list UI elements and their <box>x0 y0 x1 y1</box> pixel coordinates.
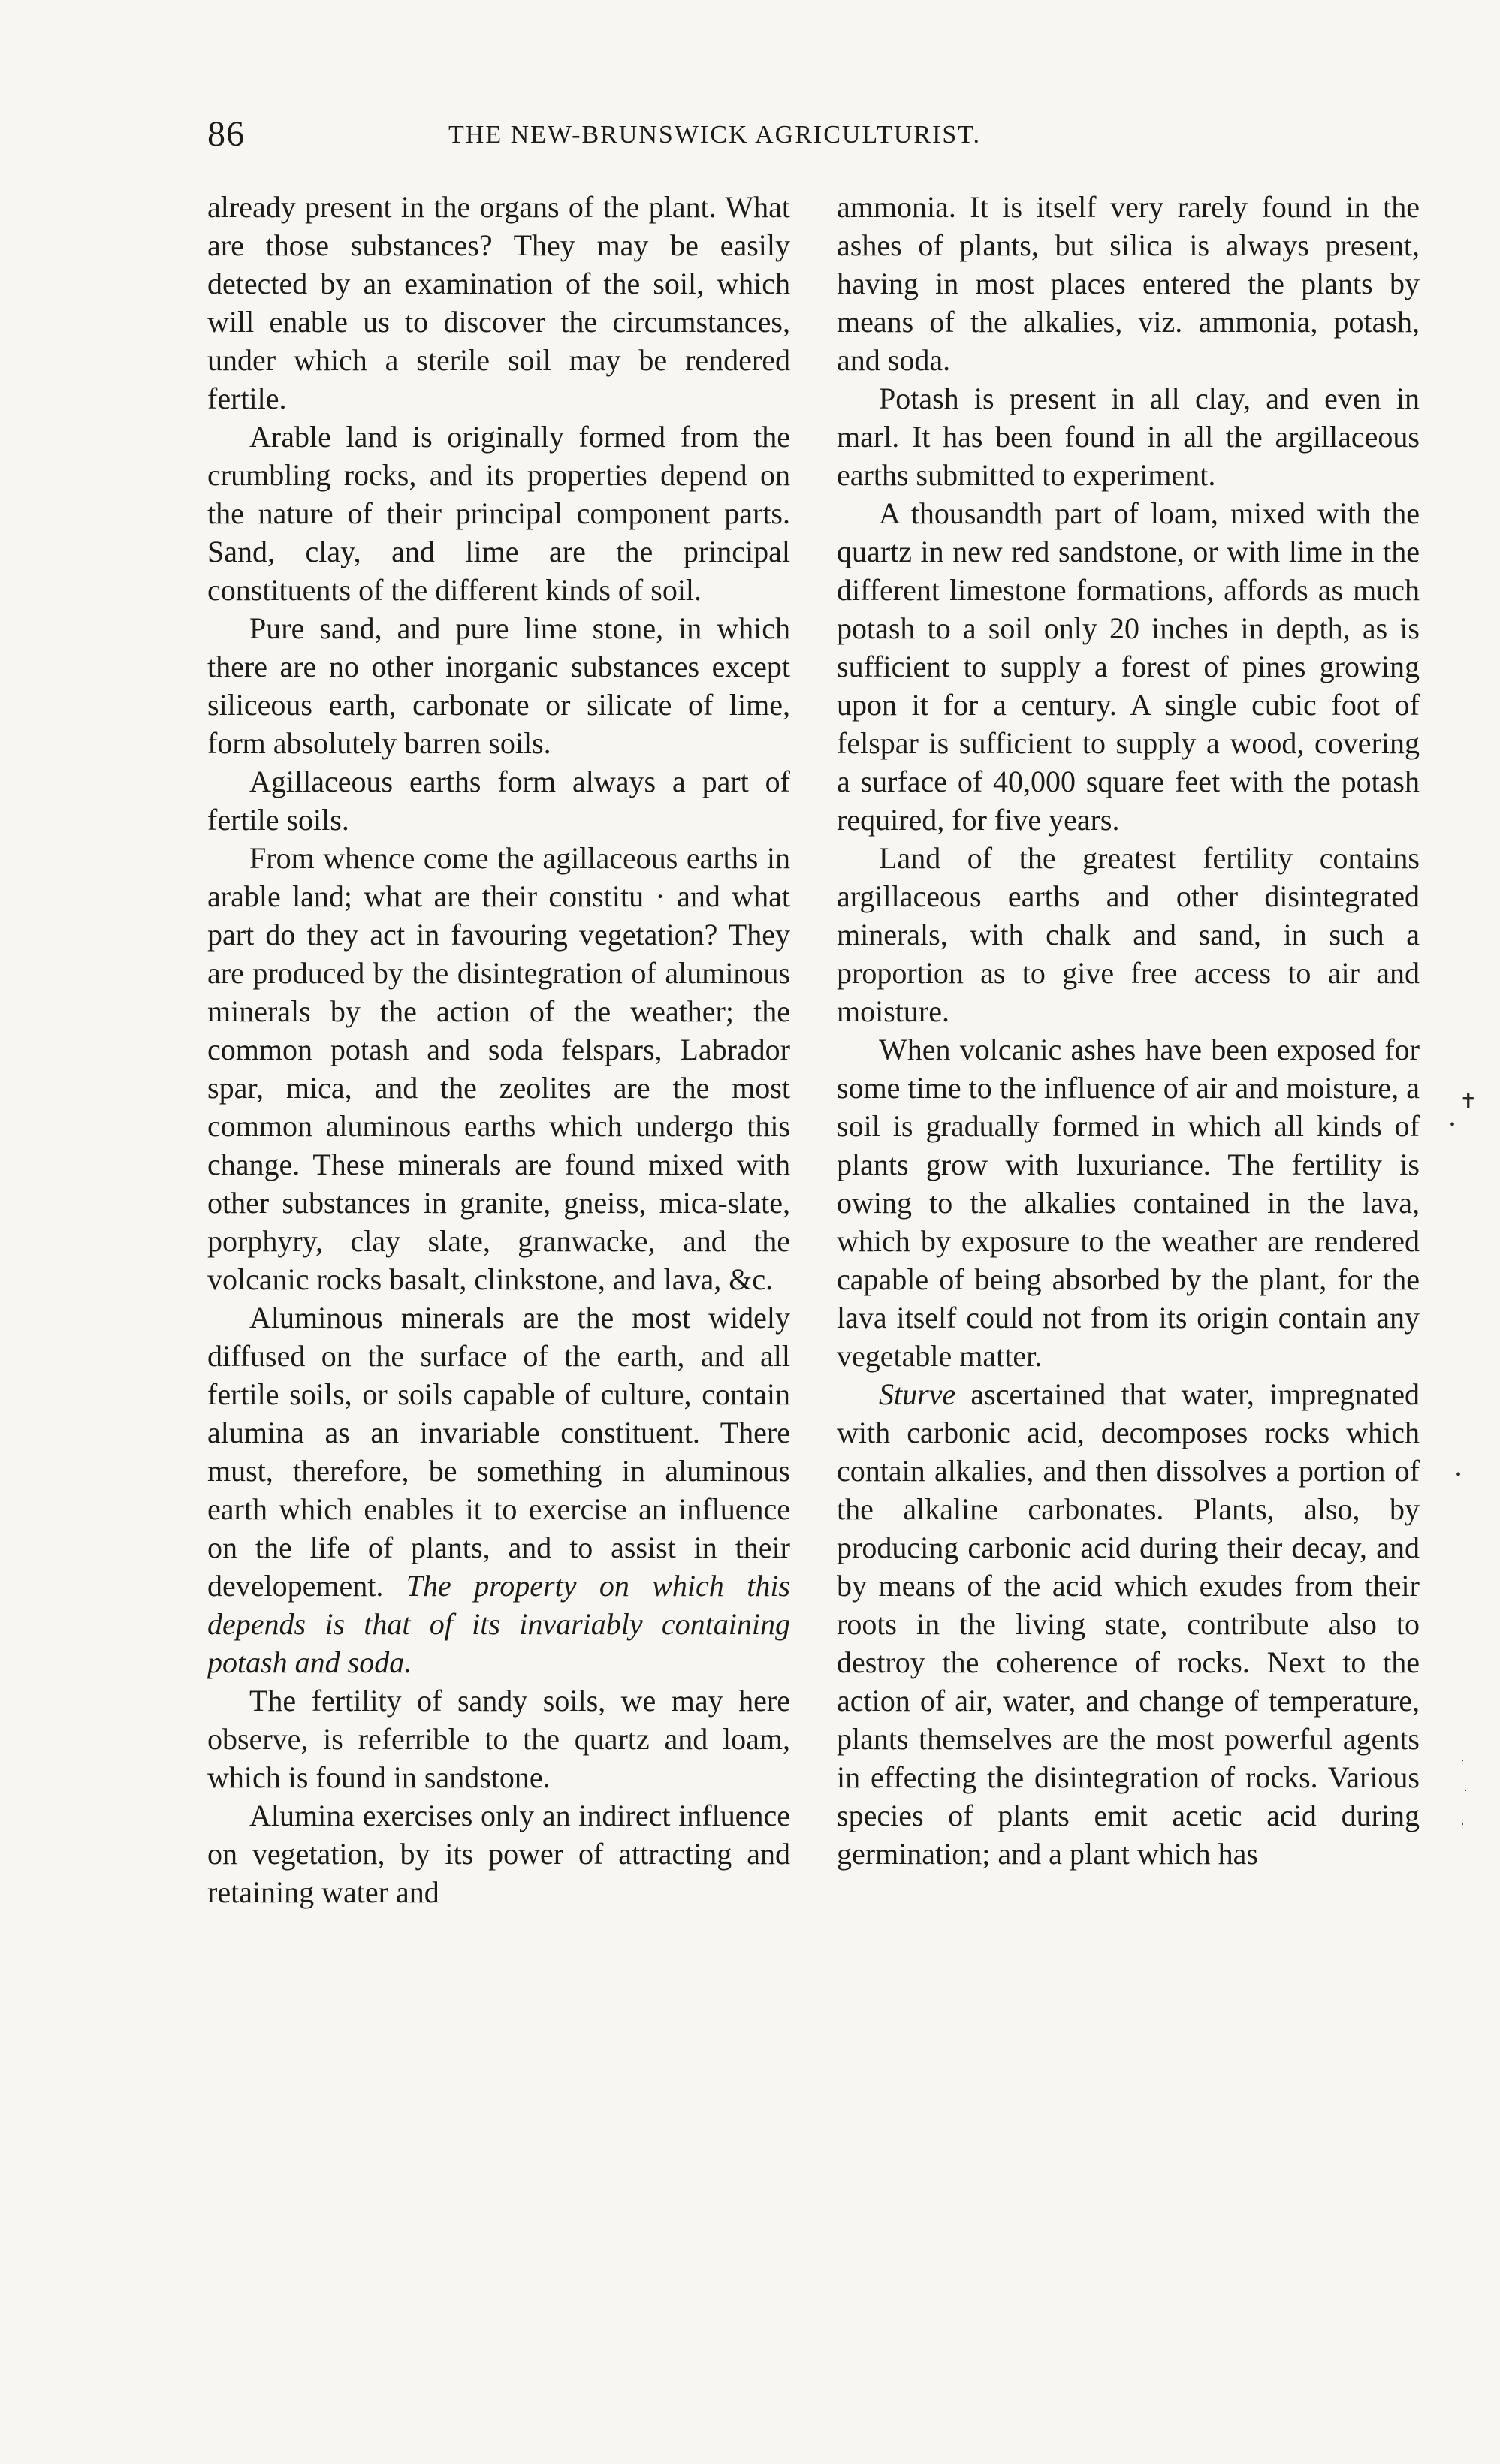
right-text-column <box>837 188 1420 2351</box>
left-text-column <box>207 188 790 2351</box>
paragraph-2: Arable land is originally formed from the crumbling rocks, and its properties depend on the nature of their principal component parts. Sand, clay, and lime are the principal constituents of the different kinds of soil. <box>207 420 790 607</box>
sturve-name: Sturve <box>879 1377 956 1411</box>
paragraph-4: Agillaceous earths form always a part of fertile soils. <box>207 765 790 837</box>
running-title: THE NEW-BRUNSWICK AGRICULTURIST. <box>448 121 982 149</box>
margin-mark-1: ✝ <box>1459 1090 1477 1114</box>
margin-mark-6: · <box>1460 1817 1465 1832</box>
margin-mark-2: • <box>1450 1117 1456 1133</box>
paragraph-1: already present in the organs of the plant. What are those substances? They may be easily detected by an examination of the soil, which will enable us to discover the circumstances, under which a sterile soil may be rendered fertile. <box>207 190 790 415</box>
paragraph-11: A thousandth part of loam, mixed with the quartz in new red sandstone, or with lime in the different limestone formations, affords as much potash to a soil only 20 inches in depth, as is sufficient to supply a forest of pines growing upon it for a century. A single cubic foot of felspar is sufficient to supply a wood, covering a surface of 40,000 square feet with the potash required, for five years. <box>837 496 1420 837</box>
paragraph-7: The fertility of sandy soils, we may here observe, is referrible to the quartz and loam, which is found in sandstone. <box>207 1684 790 1794</box>
paragraph-12: Land of the greatest fertility contains argillaceous earths and other disintegrated minerals, with chalk and sand, in such a proportion as to give free access to air and moisture. <box>837 841 1420 1028</box>
paragraph-3: Pure sand, and pure lime stone, in which there are no other inorganic substances except siliceous earth, carbonate or silicate of lime, form absolutely barren soils. <box>207 611 790 760</box>
margin-mark-4: · <box>1460 1753 1465 1768</box>
italic-emphasis: The property on which this depends is that of its invariably containing potash and soda. <box>207 1569 790 1679</box>
paragraph-13: When volcanic ashes have been exposed for some time to the influence of air and moisture, a soil is gradually formed in which all kinds of plants grow with luxuriance. The fertility is owing to the alkalies contained in the lava, which by exposure to the weather are rendered capable of being absorbed by the plant, for the lava itself could not from its origin contain any vegetable matter. <box>837 1033 1420 1373</box>
paragraph-14 <box>837 1375 1420 1873</box>
page-number: 86 <box>207 114 245 154</box>
paragraph-9: ammonia. It is itself very rarely found in the ashes of plants, but silica is always present, having in most places entered the plants by means of the alkalies, viz. ammonia, potash, and soda. <box>837 190 1420 377</box>
page-header <box>207 114 1203 167</box>
margin-mark-3: • <box>1456 1467 1462 1483</box>
paragraph-5: From whence come the agillaceous earths in arable land; what are their constitu · and what part do they act in favouring vegetation? They are produced by the disintegration of aluminous minerals by the action of the weather; the common potash and soda felspars, Labrador spar, mica, and the zeolites are the most common aluminous earths which undergo this change. These minerals are found mixed with other substances in granite, gneiss, mica-slate, porphyry, clay slate, granwacke, and the volcanic rocks basalt, clinkstone, and lava, &c. <box>207 841 790 1296</box>
paragraph-6-text: Aluminous minerals are the most widely diffused on the surface of the earth, and all fertile soils, or soils capable of culture, contain alumina as an invariable constituent. There must, therefore, be something in aluminous earth which enables it to exercise an influence on the life of plants, and to assist in their developement. <box>207 1301 790 1603</box>
paragraph-8: Alumina exercises only an indirect influence on vegetation, by its power of attracting and retaining water and <box>207 1799 790 1909</box>
margin-mark-5: · <box>1463 1783 1468 1798</box>
paragraph-10: Potash is present in all clay, and even in marl. It has been found in all the argillaceous earths submitted to experiment. <box>837 382 1420 492</box>
paragraph-14-text: ascertained that water, impregnated with carbonic acid, decomposes rocks which contain alkalies, and then dissolves a portion of the alkaline carbonates. Plants, also, by producing carbonic acid during their decay, and by means of the acid which exudes from their roots in the living state, contribute also to destroy the coherence of rocks. Next to the action of air, water, and change of temperature, plants themselves are the most powerful agents in effecting the disintegration of rocks. Various species of plants emit acetic acid during germination; and a plant which has <box>837 1377 1420 1871</box>
paragraph-6 <box>207 1298 790 1681</box>
